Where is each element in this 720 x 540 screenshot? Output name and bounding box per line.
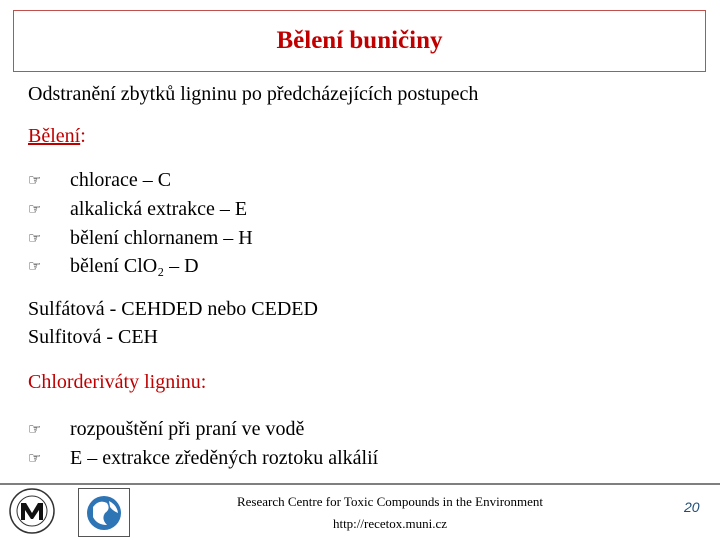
hand-bullet-icon: ☞ xyxy=(28,449,42,467)
list-item: E – extrakce zředěných roztoku alkálií xyxy=(70,447,379,469)
section-bleaching-heading-text: Bělení xyxy=(28,125,81,147)
university-seal-logo xyxy=(2,487,62,535)
hand-bullet-icon: ☞ xyxy=(28,171,42,189)
hand-bullet-icon: ☞ xyxy=(28,257,42,275)
section-chlorderivatives-heading: Chlorderiváty ligninu: xyxy=(28,371,207,393)
footer-institution: Research Centre for Toxic Compounds in the Environment xyxy=(236,494,544,509)
footer-divider xyxy=(0,483,720,485)
sulfite-sequence: Sulfitová - CEH xyxy=(28,326,158,348)
slide-title: Bělení buničiny xyxy=(276,27,443,54)
recetox-globe-logo xyxy=(78,488,130,537)
hand-bullet-icon: ☞ xyxy=(28,229,42,247)
list-item: bělení ClO₂ – D xyxy=(70,255,199,277)
list-item: bělení chlornanem – H xyxy=(70,227,253,249)
hand-bullet-icon: ☞ xyxy=(28,200,42,218)
heading-colon: : xyxy=(80,125,86,147)
intro-text: Odstranění zbytků ligninu po předcházejících postupech xyxy=(28,83,479,105)
sulfate-sequence: Sulfátová - CEHDED nebo CEDED xyxy=(28,298,318,320)
title-box xyxy=(13,10,706,72)
list-item: alkalická extrakce – E xyxy=(70,198,248,220)
hand-bullet-icon: ☞ xyxy=(28,420,42,438)
section-bleaching-heading xyxy=(28,124,86,148)
footer-url[interactable]: http://recetox.muni.cz xyxy=(332,516,448,531)
list-item: rozpouštění při praní ve vodě xyxy=(70,418,305,440)
page-number: 20 xyxy=(684,499,700,515)
list-item: chlorace – C xyxy=(70,169,172,191)
